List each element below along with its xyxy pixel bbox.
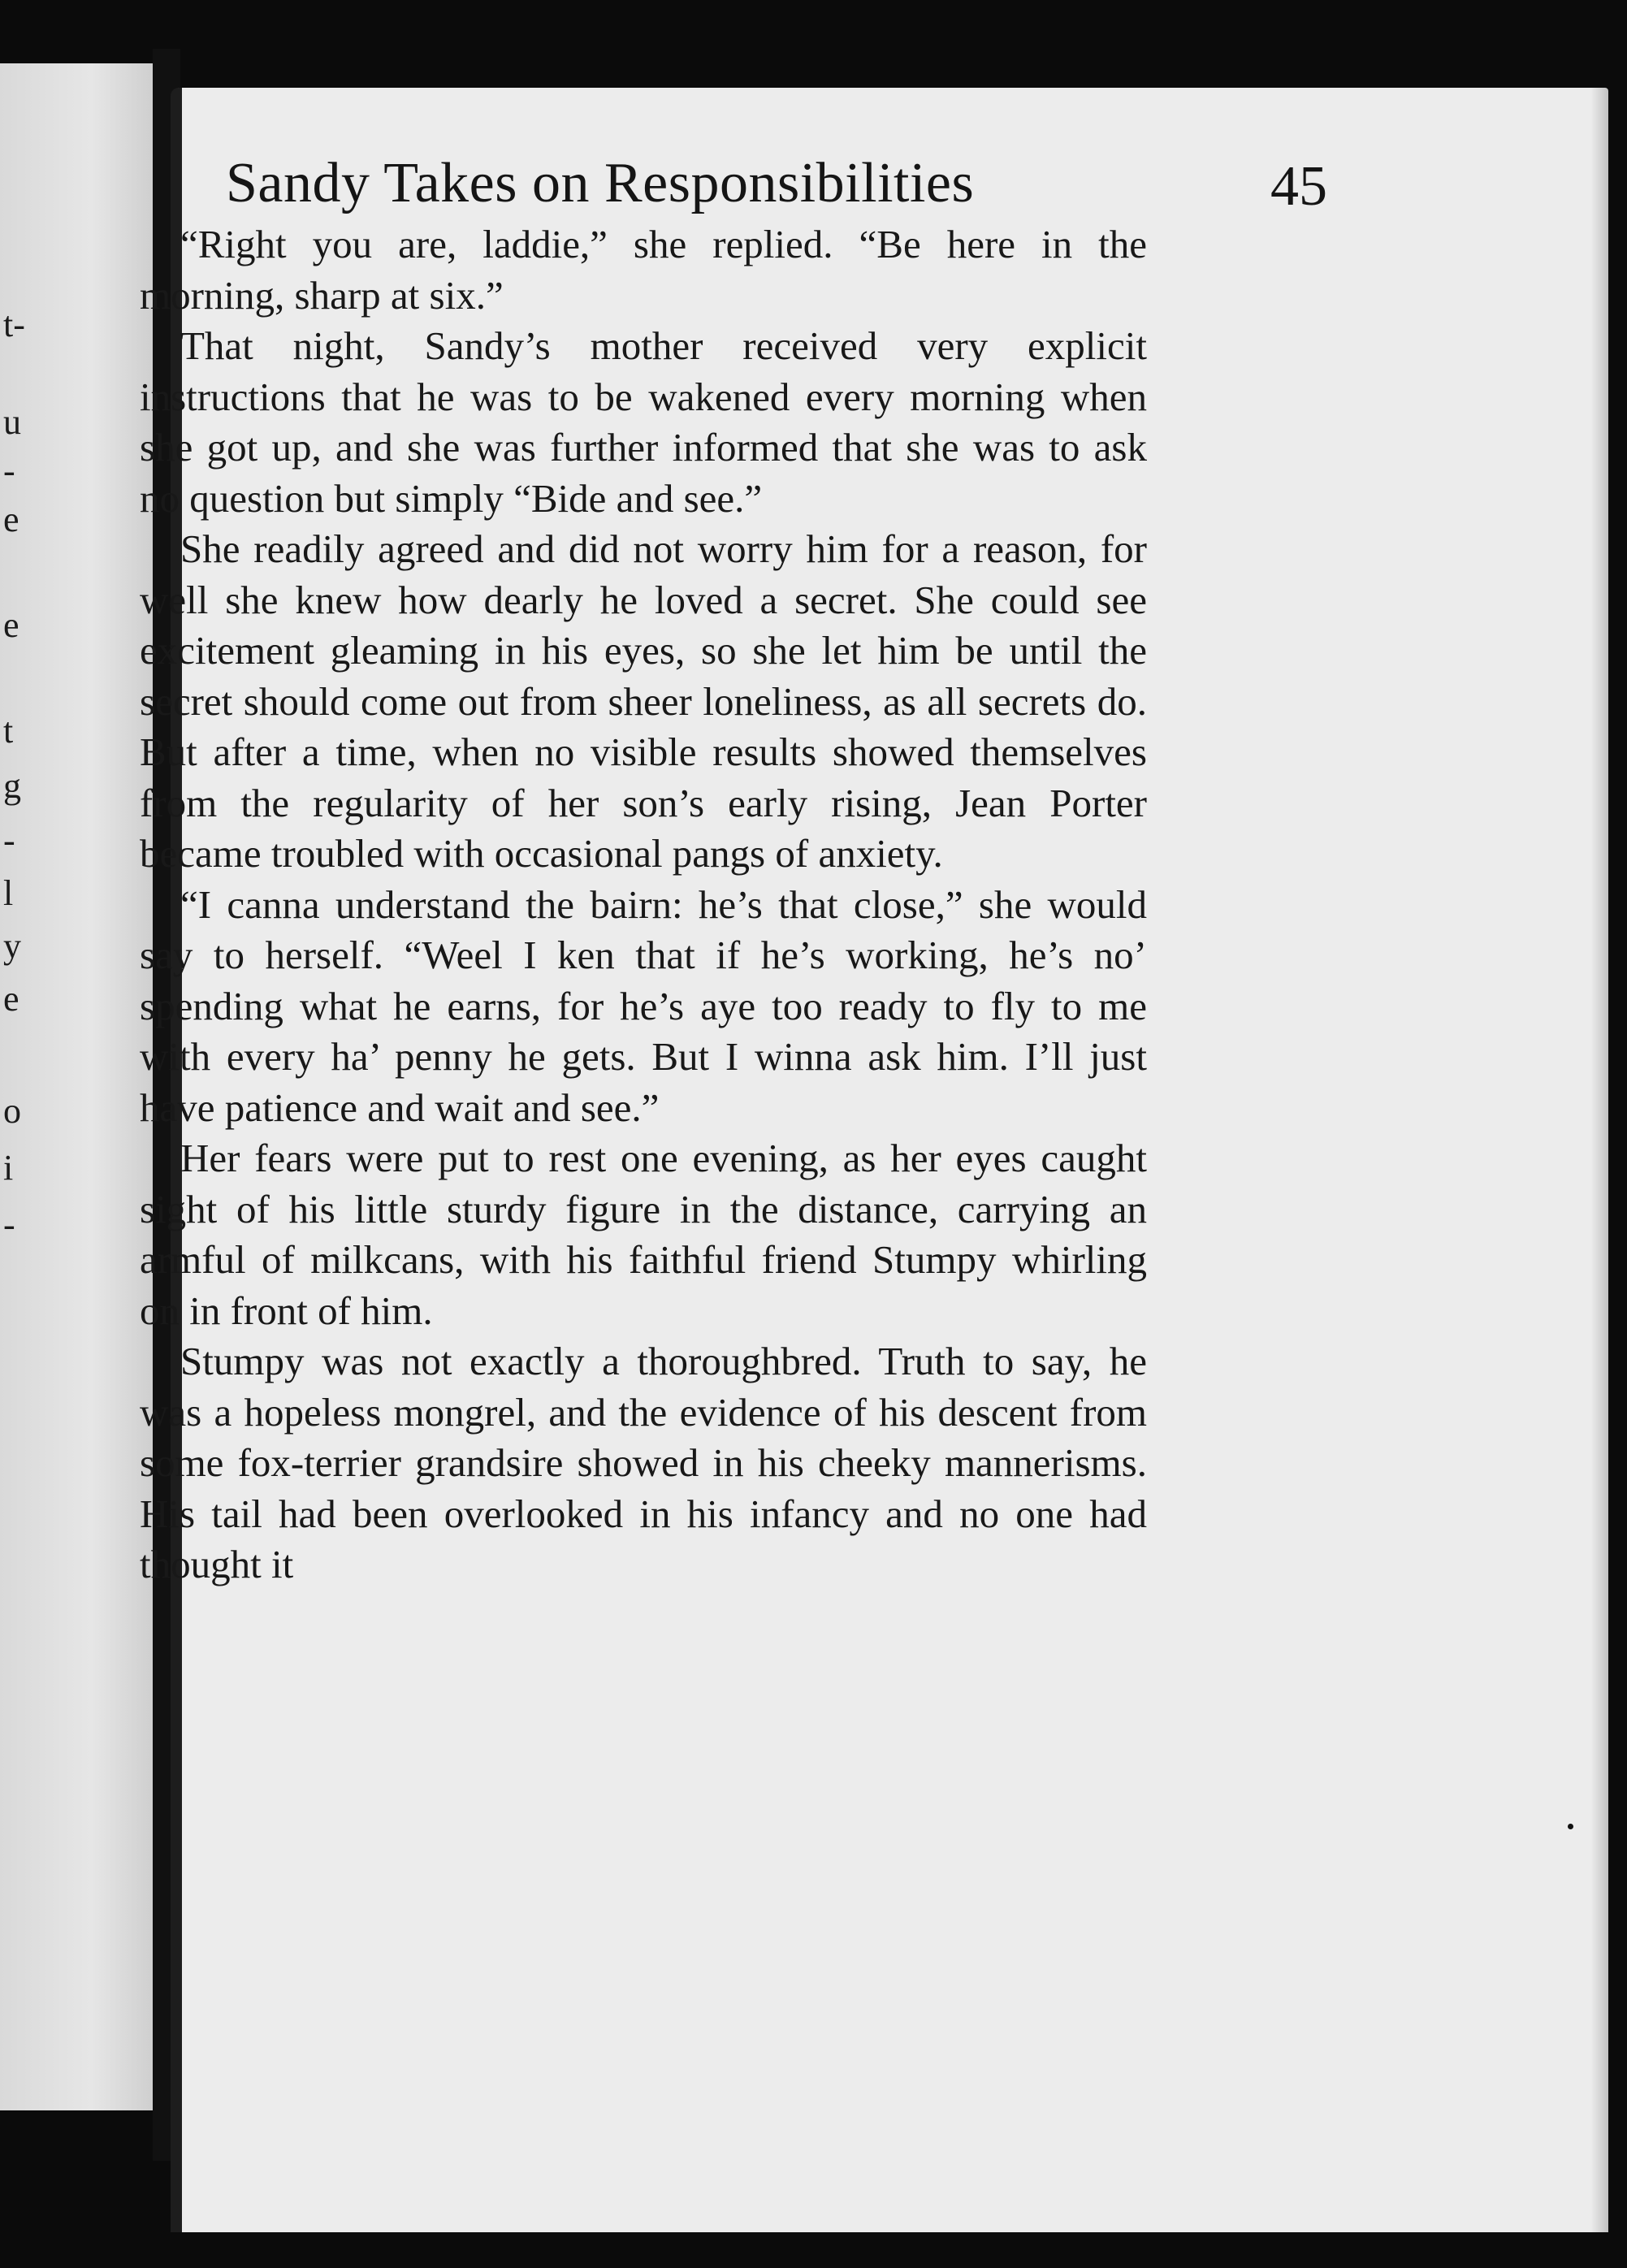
facing-page-fragment: y: [3, 926, 21, 966]
paragraph: Stumpy was not exactly a thoroughbred. Truth to say, he was a hopeless mongrel, and the evidence of his descent from some fox-terrier grandsire showed in his cheeky mannerisms. His tail had been overlooked in his infancy and no one had thought it: [140, 1339, 1147, 1586]
paragraph: “I canna understand the bairn: he’s that close,” she would say to herself. “Weel I ken that if he’s working, he’s no’ spending what he earns, for he’s aye too ready to fly to me with every ha’ penny he gets. But I winna ask him. I’ll just have patience and wait and see.”: [140, 881, 1147, 1130]
facing-page-fragment: u: [3, 402, 21, 442]
page-body-text: [140, 219, 1147, 1591]
facing-page-fragment: l: [3, 873, 14, 913]
page-number: 45: [1270, 155, 1327, 218]
facing-page-fragment: -: [3, 451, 15, 491]
facing-page-edge: [0, 63, 158, 2110]
facing-page-fragment: e: [3, 979, 19, 1019]
facing-page-fragment: i: [3, 1148, 14, 1188]
running-title: Sandy Takes on Responsibilities: [226, 152, 975, 214]
facing-page-fragment: e: [3, 605, 19, 645]
scan-speck: [1568, 1824, 1573, 1829]
facing-page-fragment: -: [3, 1205, 15, 1244]
paragraph: That night, Sandy’s mother received very explicit instructions that he was to be wakened every morning when she got up, and she was further informed that she was to ask no question but simply “Bide and see.”: [140, 323, 1147, 521]
facing-page-fragment: o: [3, 1091, 21, 1131]
facing-page-fragment: -: [3, 820, 15, 860]
paragraph: Her fears were put to rest one evening, as her eyes caught sight of his little sturdy figure in the distance, carrying an armful of milkcans, with his faithful friend Stumpy whirling on in front of him.: [140, 1136, 1147, 1333]
facing-page-fragment: t: [3, 711, 14, 751]
page-header: [226, 143, 1327, 224]
paragraph: “Right you are, laddie,” she replied. “Be here in the morning, sharp at six.”: [140, 222, 1147, 318]
facing-page-fragment: t-: [3, 305, 25, 344]
paragraph: She readily agreed and did not worry him for a reason, for well she knew how dearly he loved a secret. She could see excitement gleaming in his eyes, so she let him be until the secret should come out from sheer loneliness, as all secrets do. But after a time, when no visible results showed themselves from the regularity of her son’s early rising, Jean Porter became troubled with occasional pangs of anxiety.: [140, 526, 1147, 876]
facing-page-fragment: e: [3, 500, 19, 539]
facing-page-fragment: g: [3, 766, 21, 806]
